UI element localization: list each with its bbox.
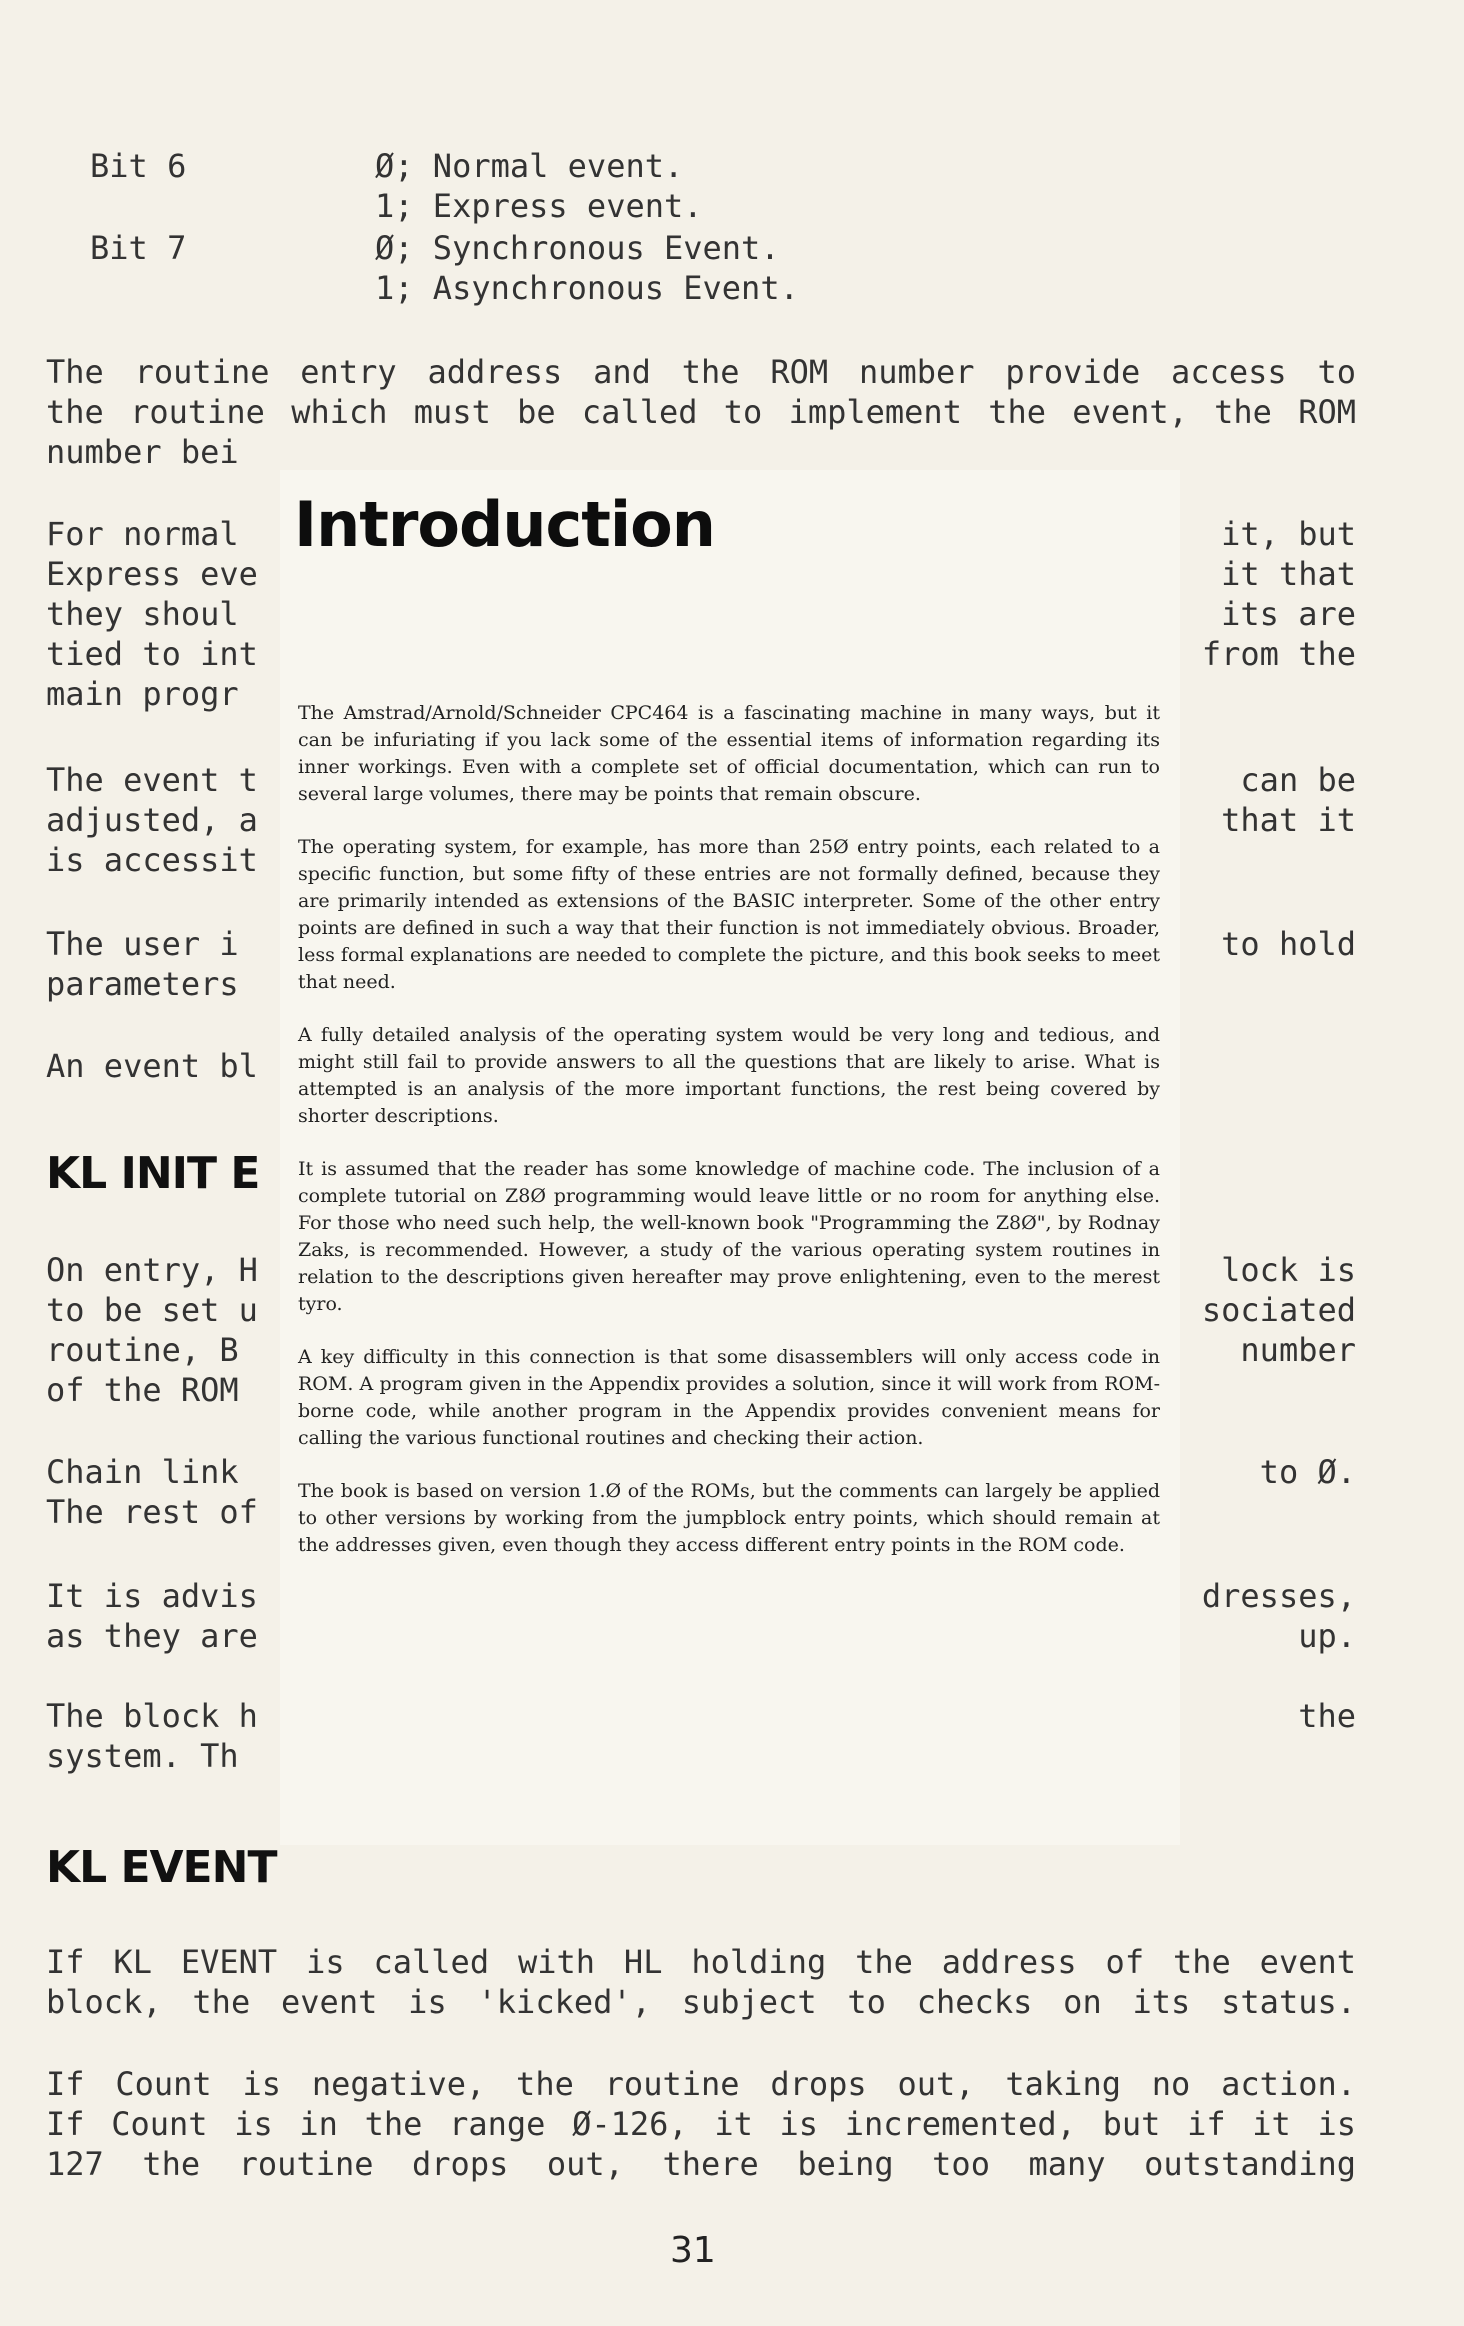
introduction-body (298, 700, 1160, 1585)
count-line: If Count is negative, the routine drops out, taking no action. (46, 2065, 1356, 2103)
bit7-line-1: 1; Asynchronous Event. (375, 269, 799, 307)
bit6-line-0: Ø; Normal event. (375, 147, 684, 185)
introduction-paragraph: A key difficulty in this connection is that some disassemblers will only access code in ROM. A program given in the Appendix provides a solution, since it will work from ROM-borne code, while another program in the Appendix provides convenient means for calling the various functional routines and checking their action. (298, 1346, 1160, 1449)
left-fragment: as they are (46, 1617, 258, 1655)
right-fragment: number (1240, 1331, 1356, 1369)
count-line: If Count is in the range Ø-126, it is incremented, but if it is (46, 2105, 1356, 2143)
event-line: block, the event is 'kicked', subject to checks on its status. (46, 1983, 1356, 2021)
left-fragment: The rest of (46, 1493, 258, 1531)
left-fragment: parameters (46, 965, 239, 1003)
introduction-paragraph: The Amstrad/Arnold/Schneider CPC464 is a fascinating machine in many ways, but it can be infuriating if you lack some of the essential items of information regarding its inner workings. Even with a complete set of official documentation, which can run to several large volumes, there may be points that remain obscure. (298, 702, 1160, 805)
introduction-insert (280, 470, 1180, 1845)
heading-kl-init: KL INIT E (46, 1148, 260, 1199)
introduction-title: Introduction (294, 488, 715, 561)
left-fragment: Express eve (46, 555, 258, 593)
left-fragment: For normal (46, 515, 239, 553)
right-fragment: to Ø. (1259, 1453, 1356, 1491)
bit7-line-0: Ø; Synchronous Event. (375, 229, 780, 267)
right-fragment: up. (1298, 1617, 1356, 1655)
right-fragment: its are (1221, 595, 1356, 633)
left-fragment: main progr (46, 675, 239, 713)
right-fragment: can be (1240, 761, 1356, 799)
right-fragment: dresses, (1201, 1577, 1356, 1615)
left-fragment: routine, B (46, 1331, 239, 1369)
para1-line: The routine entry address and the ROM number provide access to (46, 353, 1356, 391)
count-line: 127 the routine drops out, there being too many outstanding (46, 2145, 1356, 2183)
paragraph-kl-event (46, 1942, 1356, 2022)
left-fragment: The user i (46, 925, 239, 963)
paragraph-routine (46, 352, 1356, 432)
left-fragment: tied to int (46, 635, 258, 673)
heading-kl-event: KL EVENT (46, 1842, 277, 1893)
bit7-label: Bit 7 (90, 229, 187, 267)
left-fragment: to be set u (46, 1291, 258, 1329)
left-fragment: is accessit (46, 841, 258, 879)
introduction-paragraph: The operating system, for example, has more than 25Ø entry points, each related to a specific function, but some fifty of these entries are not formally defined, because they are primarily intended as extensions of the BASIC interpreter. Some of the other entry points are defined in such a way that their function is not immediately obvious. Broader, less formal explanations are needed to complete the picture, and this book seeks to meet that need. (298, 836, 1160, 993)
introduction-paragraph: The book is based on version 1.Ø of the ROMs, but the comments can largely be applied to other versions by working from the jumpblock entry points, which should remain at the addresses given, even though they access different entry points in the ROM code. (298, 1480, 1160, 1556)
left-fragment: they shoul (46, 595, 239, 633)
page-number: 31 (670, 2230, 716, 2271)
para1-line: the routine which must be called to implement the event, the ROM (46, 393, 1356, 431)
left-fragment: An event bl (46, 1047, 258, 1085)
right-fragment: it that (1221, 555, 1356, 593)
event-line: If KL EVENT is called with HL holding the address of the event (46, 1943, 1356, 1981)
left-fragment: adjusted, a (46, 801, 258, 839)
bit6-line-1: 1; Express event. (375, 187, 703, 225)
right-fragment: that it (1221, 801, 1356, 839)
bit6-label: Bit 6 (90, 147, 187, 185)
left-fragment: of the ROM (46, 1371, 239, 1409)
right-fragment: from the (1201, 635, 1356, 673)
left-fragment: It is advis (46, 1577, 258, 1615)
right-fragment: sociated (1201, 1291, 1356, 1329)
introduction-paragraph: A fully detailed analysis of the operating system would be very long and tedious, and might still fail to provide answers to all the questions that are likely to arise. What is attempted is an analysis of the more important functions, the rest being covered by shorter descriptions. (298, 1024, 1160, 1127)
left-fragment: On entry, H (46, 1251, 258, 1289)
left-fragment: system. Th (46, 1737, 239, 1775)
para1-line: number bei (46, 433, 239, 471)
right-fragment: it, but (1221, 515, 1356, 553)
left-fragment: The event t (46, 761, 258, 799)
paragraph-count (46, 2064, 1356, 2184)
left-fragment: Chain link (46, 1453, 239, 1491)
right-fragment: to hold (1221, 925, 1356, 963)
left-fragment: The block h (46, 1697, 258, 1735)
introduction-paragraph: It is assumed that the reader has some knowledge of machine code. The inclusion of a complete tutorial on Z8Ø programming would leave little or no room for anything else. For those who need such help, the well-known book "Programming the Z8Ø", by Rodnay Zaks, is recommended. However, a study of the various operating system routines in relation to the descriptions given hereafter may prove enlightening, even to the merest tyro. (298, 1158, 1160, 1315)
right-fragment: the (1298, 1697, 1356, 1735)
right-fragment: lock is (1221, 1251, 1356, 1289)
